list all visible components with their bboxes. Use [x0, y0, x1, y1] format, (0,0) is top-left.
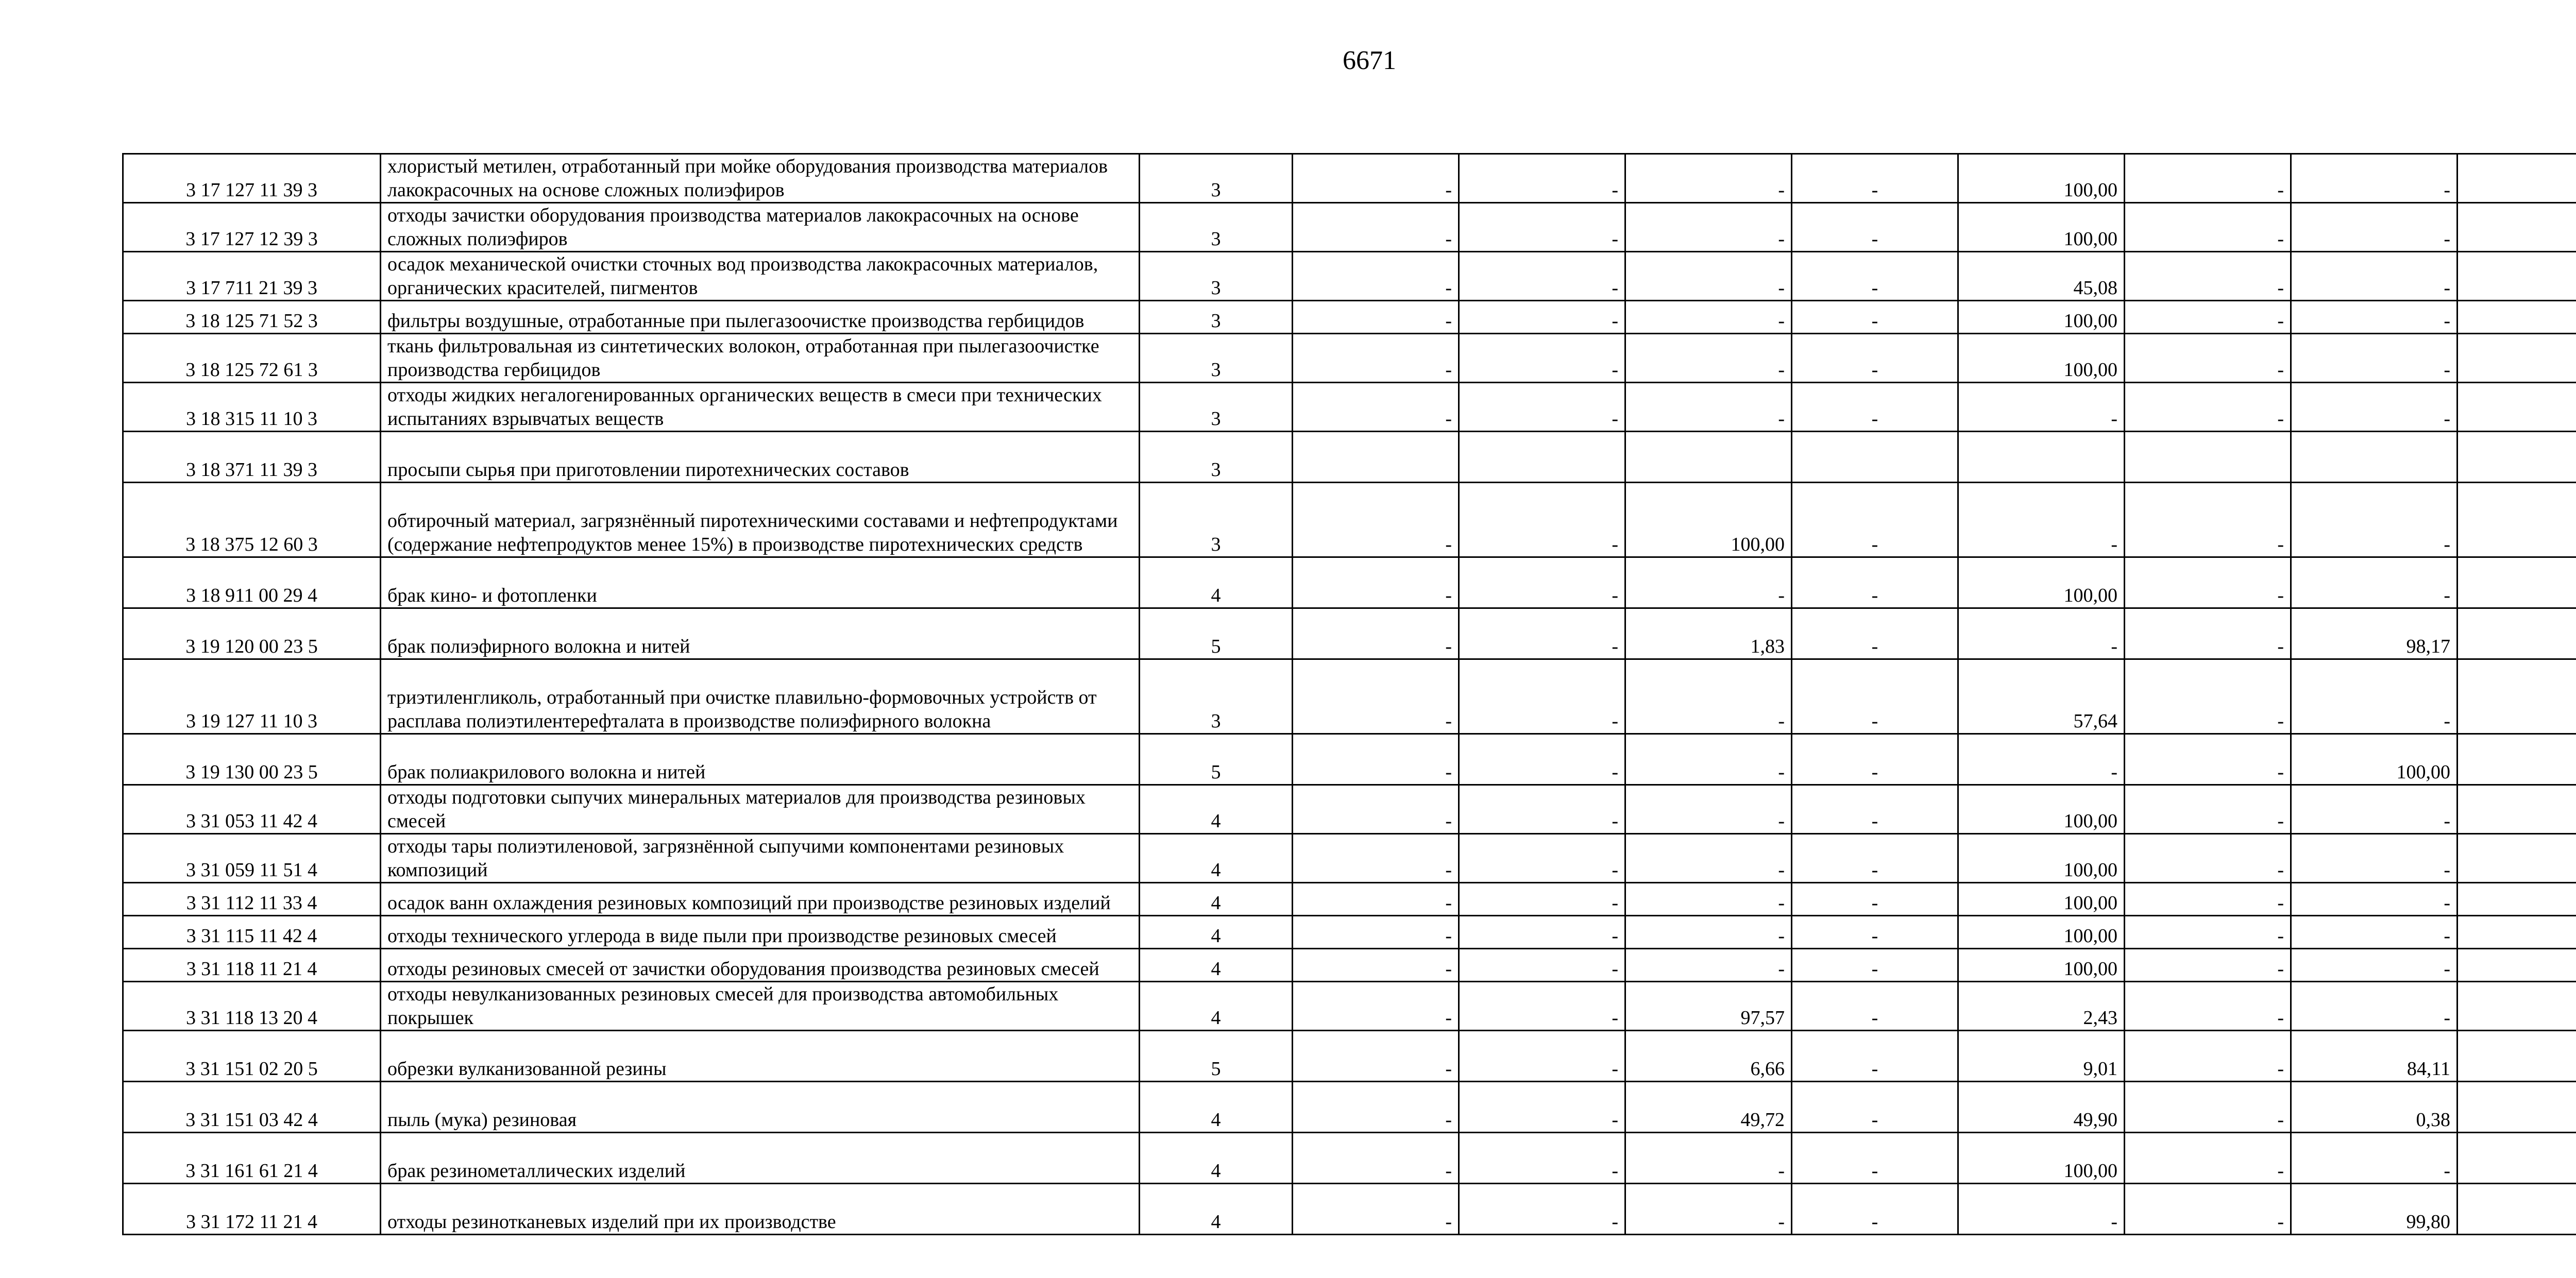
value-cell-8: [2458, 483, 2576, 557]
table-row: [123, 1184, 2576, 1235]
table-row: [123, 334, 2576, 383]
hazard-class-cell: 5: [1140, 608, 1293, 659]
value-cell-5: 100,00: [1958, 154, 2125, 203]
hazard-class-cell: 4: [1140, 982, 1293, 1031]
value-cell-2: -: [1459, 1133, 1625, 1184]
value-cell-1: -: [1293, 483, 1459, 557]
value-cell-3: -: [1625, 949, 1792, 982]
value-cell-1: -: [1293, 1133, 1459, 1184]
value-cell-3: -: [1625, 734, 1792, 785]
value-cell-1: -: [1293, 1082, 1459, 1133]
waste-name-cell: обтирочный материал, загрязнённый пиротехническими составами и нефтепродуктами (содержание нефтепродуктов менее 15%) в производстве пиротехнических средств: [381, 483, 1140, 557]
value-cell-3: -: [1625, 383, 1792, 432]
value-cell-2: -: [1459, 203, 1625, 252]
hazard-class-cell: 4: [1140, 785, 1293, 834]
hazard-class-cell: 5: [1140, 734, 1293, 785]
value-cell-6: -: [2125, 734, 2291, 785]
waste-name-cell: осадок ванн охлаждения резиновых композиций при производстве резиновых изделий: [381, 883, 1140, 916]
value-cell-2: -: [1459, 982, 1625, 1031]
table-row: [123, 1031, 2576, 1082]
hazard-class-cell: 3: [1140, 383, 1293, 432]
waste-name-cell: ткань фильтровальная из синтетических волокон, отработанная при пылегазоочистке производства гербицидов: [381, 334, 1140, 383]
table-row: [123, 1133, 2576, 1184]
value-cell-8: [2458, 1184, 2576, 1235]
value-cell-1: -: [1293, 608, 1459, 659]
hazard-class-cell: 4: [1140, 1082, 1293, 1133]
value-cell-5: -: [1958, 608, 2125, 659]
value-cell-5: -: [1958, 1184, 2125, 1235]
table-row: [123, 203, 2576, 252]
value-cell-4: -: [1792, 383, 1958, 432]
waste-code-cell: 3 31 172 11 21 4: [123, 1184, 381, 1235]
value-cell-4: -: [1792, 785, 1958, 834]
value-cell-7: -: [2291, 982, 2458, 1031]
value-cell-1: -: [1293, 883, 1459, 916]
value-cell-4: -: [1792, 916, 1958, 949]
waste-name-cell: триэтиленгликоль, отработанный при очистке плавильно-формовочных устройств от расплава полиэтилентерефталата в производстве полиэфирного волокна: [381, 659, 1140, 734]
value-cell-6: [2125, 432, 2291, 483]
value-cell-6: -: [2125, 383, 2291, 432]
waste-name-cell: пыль (мука) резиновая: [381, 1082, 1140, 1133]
waste-name-cell: брак полиэфирного волокна и нитей: [381, 608, 1140, 659]
table-row: [123, 252, 2576, 301]
value-cell-1: -: [1293, 949, 1459, 982]
value-cell-3: -: [1625, 154, 1792, 203]
waste-name-cell: осадок механической очистки сточных вод производства лакокрасочных материалов, органических красителей, пигментов: [381, 252, 1140, 301]
value-cell-3: 6,66: [1625, 1031, 1792, 1082]
value-cell-5: 2,43: [1958, 982, 2125, 1031]
value-cell-4: -: [1792, 1031, 1958, 1082]
value-cell-8: [2458, 301, 2576, 334]
value-cell-4: -: [1792, 982, 1958, 1031]
value-cell-7: -: [2291, 154, 2458, 203]
waste-code-cell: 3 18 375 12 60 3: [123, 483, 381, 557]
table-row: [123, 834, 2576, 883]
waste-code-cell: 3 19 130 00 23 5: [123, 734, 381, 785]
value-cell-3: -: [1625, 1184, 1792, 1235]
waste-code-cell: 3 31 112 11 33 4: [123, 883, 381, 916]
value-cell-8: [2458, 949, 2576, 982]
value-cell-1: -: [1293, 557, 1459, 608]
value-cell-6: -: [2125, 1031, 2291, 1082]
value-cell-2: -: [1459, 916, 1625, 949]
value-cell-5: 100,00: [1958, 949, 2125, 982]
waste-name-cell: отходы подготовки сыпучих минеральных материалов для производства резиновых смесей: [381, 785, 1140, 834]
hazard-class-cell: 3: [1140, 432, 1293, 483]
value-cell-3: -: [1625, 301, 1792, 334]
value-cell-3: -: [1625, 1133, 1792, 1184]
value-cell-2: -: [1459, 734, 1625, 785]
waste-name-cell: фильтры воздушные, отработанные при пылегазоочистке производства гербицидов: [381, 301, 1140, 334]
hazard-class-cell: 3: [1140, 203, 1293, 252]
value-cell-8: [2458, 1133, 2576, 1184]
hazard-class-cell: 3: [1140, 301, 1293, 334]
waste-name-cell: хлористый метилен, отработанный при мойке оборудования производства материалов лакокрасочных на основе сложных полиэфиров: [381, 154, 1140, 203]
value-cell-7: [2291, 432, 2458, 483]
value-cell-8: [2458, 154, 2576, 203]
value-cell-5: 45,08: [1958, 252, 2125, 301]
value-cell-4: [1792, 432, 1958, 483]
value-cell-7: -: [2291, 203, 2458, 252]
value-cell-3: -: [1625, 659, 1792, 734]
value-cell-8: [2458, 982, 2576, 1031]
value-cell-5: 100,00: [1958, 883, 2125, 916]
value-cell-5: -: [1958, 483, 2125, 557]
table-row: [123, 154, 2576, 203]
value-cell-2: -: [1459, 785, 1625, 834]
waste-code-cell: 3 31 151 03 42 4: [123, 1082, 381, 1133]
waste-name-cell: отходы невулканизованных резиновых смесей для производства автомобильных покрышек: [381, 982, 1140, 1031]
value-cell-7: -: [2291, 383, 2458, 432]
value-cell-3: -: [1625, 557, 1792, 608]
value-cell-4: -: [1792, 334, 1958, 383]
value-cell-6: -: [2125, 883, 2291, 916]
value-cell-6: -: [2125, 557, 2291, 608]
value-cell-5: -: [1958, 383, 2125, 432]
table-row: [123, 982, 2576, 1031]
value-cell-7: -: [2291, 916, 2458, 949]
value-cell-6: -: [2125, 301, 2291, 334]
value-cell-8: [2458, 916, 2576, 949]
value-cell-1: -: [1293, 1184, 1459, 1235]
value-cell-2: -: [1459, 557, 1625, 608]
value-cell-2: [1459, 432, 1625, 483]
waste-name-cell: обрезки вулканизованной резины: [381, 1031, 1140, 1082]
value-cell-7: -: [2291, 883, 2458, 916]
value-cell-7: 99,80: [2291, 1184, 2458, 1235]
waste-name-cell: брак полиакрилового волокна и нитей: [381, 734, 1140, 785]
value-cell-8: [2458, 203, 2576, 252]
table-row: [123, 301, 2576, 334]
value-cell-1: -: [1293, 659, 1459, 734]
value-cell-3: 100,00: [1625, 483, 1792, 557]
value-cell-5: 49,90: [1958, 1082, 2125, 1133]
value-cell-8: [2458, 1031, 2576, 1082]
hazard-class-cell: 4: [1140, 1133, 1293, 1184]
waste-code-cell: 3 18 125 72 61 3: [123, 334, 381, 383]
value-cell-4: -: [1792, 483, 1958, 557]
hazard-class-cell: 4: [1140, 834, 1293, 883]
waste-code-cell: 3 18 125 71 52 3: [123, 301, 381, 334]
value-cell-3: -: [1625, 883, 1792, 916]
value-cell-7: 100,00: [2291, 734, 2458, 785]
value-cell-2: -: [1459, 334, 1625, 383]
table-row: [123, 557, 2576, 608]
hazard-class-cell: 3: [1140, 483, 1293, 557]
waste-code-cell: 3 18 911 00 29 4: [123, 557, 381, 608]
waste-name-cell: брак кино- и фотопленки: [381, 557, 1140, 608]
value-cell-8: [2458, 883, 2576, 916]
waste-code-cell: 3 31 053 11 42 4: [123, 785, 381, 834]
value-cell-4: -: [1792, 949, 1958, 982]
table-row: [123, 483, 2576, 557]
value-cell-5: 100,00: [1958, 301, 2125, 334]
value-cell-3: 49,72: [1625, 1082, 1792, 1133]
table-row: [123, 659, 2576, 734]
value-cell-4: -: [1792, 834, 1958, 883]
waste-code-cell: 3 31 115 11 42 4: [123, 916, 381, 949]
value-cell-4: -: [1792, 1133, 1958, 1184]
hazard-class-cell: 3: [1140, 659, 1293, 734]
value-cell-7: -: [2291, 659, 2458, 734]
value-cell-6: -: [2125, 252, 2291, 301]
value-cell-6: -: [2125, 659, 2291, 734]
value-cell-3: [1625, 432, 1792, 483]
page-number: 6671: [1343, 46, 1396, 75]
value-cell-8: [2458, 659, 2576, 734]
waste-name-cell: отходы жидких негалогенированных органических веществ в смеси при технических испытаниях взрывчатых веществ: [381, 383, 1140, 432]
waste-code-cell: 3 31 161 61 21 4: [123, 1133, 381, 1184]
value-cell-2: -: [1459, 1031, 1625, 1082]
value-cell-7: -: [2291, 834, 2458, 883]
waste-code-cell: 3 31 118 11 21 4: [123, 949, 381, 982]
value-cell-1: -: [1293, 252, 1459, 301]
value-cell-7: 0,38: [2291, 1082, 2458, 1133]
value-cell-2: -: [1459, 608, 1625, 659]
value-cell-4: -: [1792, 203, 1958, 252]
value-cell-4: -: [1792, 1184, 1958, 1235]
value-cell-6: -: [2125, 1082, 2291, 1133]
value-cell-8: [2458, 1082, 2576, 1133]
value-cell-3: -: [1625, 834, 1792, 883]
table-row: [123, 383, 2576, 432]
value-cell-7: -: [2291, 252, 2458, 301]
value-cell-6: -: [2125, 1184, 2291, 1235]
waste-code-cell: 3 31 151 02 20 5: [123, 1031, 381, 1082]
value-cell-3: -: [1625, 203, 1792, 252]
value-cell-5: 100,00: [1958, 334, 2125, 383]
value-cell-7: -: [2291, 785, 2458, 834]
value-cell-3: -: [1625, 334, 1792, 383]
value-cell-4: -: [1792, 252, 1958, 301]
table-row: [123, 432, 2576, 483]
value-cell-5: -: [1958, 734, 2125, 785]
value-cell-1: -: [1293, 982, 1459, 1031]
table-row: [123, 1082, 2576, 1133]
value-cell-8: [2458, 334, 2576, 383]
hazard-class-cell: 3: [1140, 334, 1293, 383]
table-row: [123, 883, 2576, 916]
hazard-class-cell: 4: [1140, 916, 1293, 949]
value-cell-1: -: [1293, 1031, 1459, 1082]
value-cell-2: -: [1459, 383, 1625, 432]
waste-name-cell: просыпи сырья при приготовлении пиротехнических составов: [381, 432, 1140, 483]
waste-code-cell: 3 31 118 13 20 4: [123, 982, 381, 1031]
waste-name-cell: отходы тары полиэтиленовой, загрязнённой сыпучими компонентами резиновых композиций: [381, 834, 1140, 883]
table-row: [123, 734, 2576, 785]
value-cell-2: -: [1459, 301, 1625, 334]
waste-name-cell: отходы зачистки оборудования производства материалов лакокрасочных на основе сложных полиэфиров: [381, 203, 1140, 252]
waste-code-cell: 3 17 711 21 39 3: [123, 252, 381, 301]
value-cell-7: 84,11: [2291, 1031, 2458, 1082]
value-cell-2: -: [1459, 1082, 1625, 1133]
value-cell-5: 100,00: [1958, 785, 2125, 834]
waste-name-cell: отходы технического углерода в виде пыли при производстве резиновых смесей: [381, 916, 1140, 949]
waste-name-cell: отходы резинотканевых изделий при их производстве: [381, 1184, 1140, 1235]
value-cell-8: [2458, 785, 2576, 834]
value-cell-2: -: [1459, 252, 1625, 301]
hazard-class-cell: 5: [1140, 1031, 1293, 1082]
value-cell-3: -: [1625, 785, 1792, 834]
hazard-class-cell: 3: [1140, 252, 1293, 301]
value-cell-2: -: [1459, 154, 1625, 203]
value-cell-1: -: [1293, 916, 1459, 949]
hazard-class-cell: 4: [1140, 1184, 1293, 1235]
value-cell-7: -: [2291, 557, 2458, 608]
waste-code-cell: 3 18 315 11 10 3: [123, 383, 381, 432]
value-cell-6: -: [2125, 1133, 2291, 1184]
value-cell-4: -: [1792, 301, 1958, 334]
value-cell-4: -: [1792, 608, 1958, 659]
hazard-class-cell: 4: [1140, 557, 1293, 608]
value-cell-2: -: [1459, 483, 1625, 557]
value-cell-6: -: [2125, 834, 2291, 883]
value-cell-5: 100,00: [1958, 557, 2125, 608]
value-cell-7: -: [2291, 949, 2458, 982]
value-cell-6: -: [2125, 785, 2291, 834]
value-cell-6: -: [2125, 608, 2291, 659]
waste-code-cell: 3 17 127 12 39 3: [123, 203, 381, 252]
value-cell-4: -: [1792, 883, 1958, 916]
table-row: [123, 916, 2576, 949]
value-cell-4: -: [1792, 734, 1958, 785]
hazard-class-cell: 3: [1140, 154, 1293, 203]
table-row: [123, 608, 2576, 659]
value-cell-5: 9,01: [1958, 1031, 2125, 1082]
value-cell-1: [1293, 432, 1459, 483]
waste-code-cell: 3 17 127 11 39 3: [123, 154, 381, 203]
value-cell-6: -: [2125, 982, 2291, 1031]
hazard-class-cell: 4: [1140, 949, 1293, 982]
value-cell-4: -: [1792, 659, 1958, 734]
value-cell-5: 100,00: [1958, 203, 2125, 252]
value-cell-5: 57,64: [1958, 659, 2125, 734]
value-cell-4: -: [1792, 557, 1958, 608]
value-cell-1: -: [1293, 734, 1459, 785]
waste-code-cell: 3 19 120 00 23 5: [123, 608, 381, 659]
value-cell-8: [2458, 432, 2576, 483]
table-row: [123, 785, 2576, 834]
value-cell-6: -: [2125, 916, 2291, 949]
value-cell-7: -: [2291, 301, 2458, 334]
hazard-class-cell: 4: [1140, 883, 1293, 916]
value-cell-1: -: [1293, 301, 1459, 334]
value-cell-8: [2458, 608, 2576, 659]
value-cell-3: 97,57: [1625, 982, 1792, 1031]
value-cell-1: -: [1293, 154, 1459, 203]
value-cell-4: -: [1792, 1082, 1958, 1133]
value-cell-6: -: [2125, 334, 2291, 383]
waste-name-cell: отходы резиновых смесей от зачистки оборудования производства резиновых смесей: [381, 949, 1140, 982]
value-cell-5: 100,00: [1958, 834, 2125, 883]
value-cell-2: -: [1459, 949, 1625, 982]
waste-code-cell: 3 19 127 11 10 3: [123, 659, 381, 734]
value-cell-5: [1958, 432, 2125, 483]
table-row: [123, 949, 2576, 982]
value-cell-3: -: [1625, 916, 1792, 949]
value-cell-3: 1,83: [1625, 608, 1792, 659]
value-cell-8: [2458, 383, 2576, 432]
value-cell-1: -: [1293, 834, 1459, 883]
value-cell-7: -: [2291, 483, 2458, 557]
value-cell-7: -: [2291, 1133, 2458, 1184]
value-cell-3: -: [1625, 252, 1792, 301]
value-cell-6: -: [2125, 949, 2291, 982]
value-cell-2: -: [1459, 883, 1625, 916]
value-cell-7: 98,17: [2291, 608, 2458, 659]
value-cell-1: -: [1293, 785, 1459, 834]
value-cell-5: 100,00: [1958, 916, 2125, 949]
value-cell-1: -: [1293, 334, 1459, 383]
value-cell-8: [2458, 252, 2576, 301]
waste-code-cell: 3 31 059 11 51 4: [123, 834, 381, 883]
waste-name-cell: брак резинометаллических изделий: [381, 1133, 1140, 1184]
value-cell-2: -: [1459, 834, 1625, 883]
value-cell-6: -: [2125, 203, 2291, 252]
value-cell-1: -: [1293, 383, 1459, 432]
value-cell-8: [2458, 557, 2576, 608]
waste-table: [122, 153, 2576, 1235]
value-cell-6: -: [2125, 483, 2291, 557]
value-cell-4: -: [1792, 154, 1958, 203]
value-cell-1: -: [1293, 203, 1459, 252]
value-cell-2: -: [1459, 1184, 1625, 1235]
value-cell-5: 100,00: [1958, 1133, 2125, 1184]
value-cell-8: [2458, 734, 2576, 785]
value-cell-8: [2458, 834, 2576, 883]
value-cell-2: -: [1459, 659, 1625, 734]
waste-code-cell: 3 18 371 11 39 3: [123, 432, 381, 483]
value-cell-7: -: [2291, 334, 2458, 383]
value-cell-6: -: [2125, 154, 2291, 203]
